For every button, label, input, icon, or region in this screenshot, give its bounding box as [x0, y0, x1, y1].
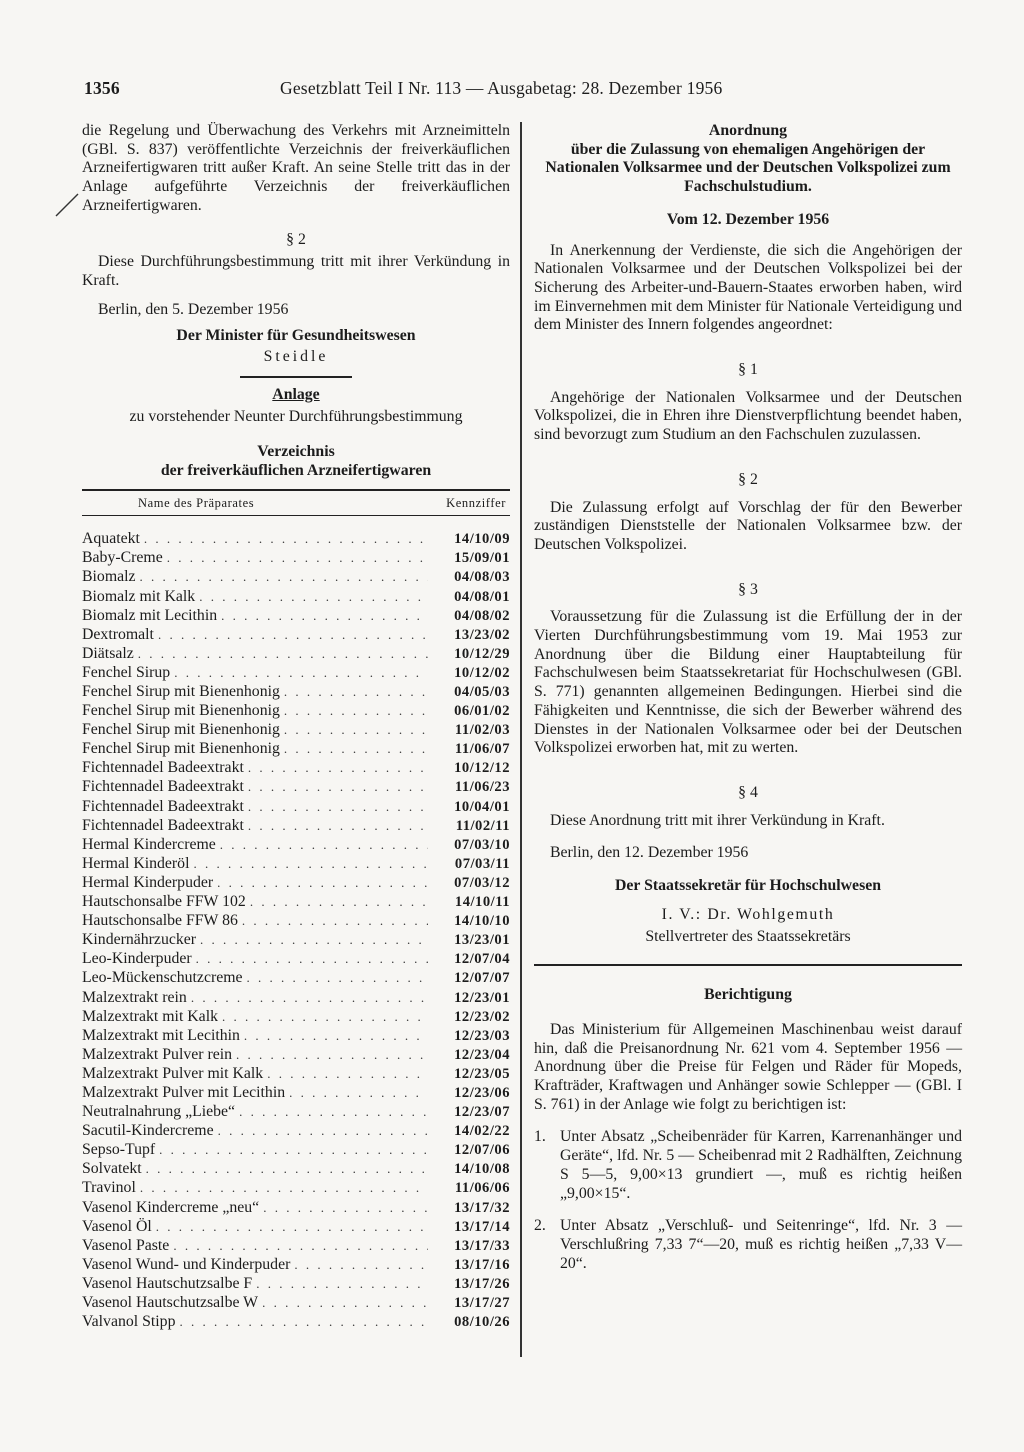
- preparation-name: Malzextrakt Pulver mit Lecithin: [82, 1083, 286, 1101]
- preparation-code: 11/06/07: [454, 741, 510, 758]
- preparation-name: Hermal Kinderöl: [82, 854, 190, 872]
- leader-dots: [221, 607, 428, 626]
- preparation-code: 13/17/27: [454, 1295, 510, 1311]
- leader-dots: [289, 1084, 428, 1103]
- list-item: [82, 664, 510, 683]
- list-item: [82, 1103, 510, 1122]
- list-item: [82, 1218, 510, 1237]
- list-item: [82, 1027, 510, 1046]
- list-subtitle: der freiverkäuflichen Arzneifertigwaren: [160, 461, 432, 479]
- preparation-code: 14/02/22: [454, 1123, 510, 1140]
- list-item: [82, 969, 510, 988]
- leader-dots: [263, 1199, 428, 1218]
- list-item: [82, 721, 510, 740]
- leader-dots: [222, 1008, 428, 1027]
- column-header-name: Name des Präparates: [138, 495, 255, 510]
- preparation-code: 08/10/26: [454, 1314, 510, 1331]
- preparation-name: Hermal Kindercreme: [82, 835, 216, 853]
- preparation-name: Vasenol Kindercreme „neu“: [82, 1198, 260, 1216]
- preparation-name: Leo-Kinderpuder: [82, 950, 192, 968]
- list-item: [82, 626, 510, 645]
- short-rule: [240, 376, 352, 378]
- preparation-name: Fenchel Sirup mit Bienenhonig: [82, 702, 280, 720]
- preparation-code: 13/17/26: [454, 1275, 510, 1292]
- page-header: [84, 78, 964, 99]
- leader-dots: [248, 778, 428, 797]
- preparation-code: 13/23/01: [454, 932, 510, 949]
- list-item: [82, 893, 510, 912]
- leader-dots: [236, 1046, 428, 1065]
- preparation-name: Sacutil-Kindercreme: [82, 1122, 214, 1140]
- list-item: [82, 817, 510, 836]
- correction-item: [534, 1217, 962, 1273]
- item-number: 2.: [534, 1217, 546, 1235]
- leader-dots: [284, 740, 428, 759]
- list-item: [82, 1237, 510, 1256]
- list-item: [82, 912, 510, 931]
- preparation-code: 14/10/11: [454, 894, 510, 911]
- preparation-name: Kindernährzucker: [82, 931, 197, 949]
- preparation-name: Solvatekt: [82, 1160, 142, 1178]
- preparation-name: Fichtennadel Badeextrakt: [82, 778, 244, 796]
- list-item: [82, 740, 510, 759]
- order-date-heading: Vom 12. Dezember 1956: [666, 210, 830, 228]
- list-item: [82, 836, 510, 855]
- leader-dots: [242, 912, 428, 931]
- preparation-name: Neutralnahrung „Liebe“: [82, 1103, 236, 1121]
- preparation-name: Hautschonsalbe FFW 102: [82, 893, 246, 911]
- correction-text: Das Ministerium für Allgemeinen Maschinenbau weist darauf hin, daß die Preisanordnung Nr. 621 vom 4. September 1956 — Anordnung über die Preise für Felgen und Räder für Mopeds, Krafträder, Kraftwagen und Anhänger sowie Schlepper — (GBl. I S. 761) in der Anlage wie folgt zu berichtigen ist:: [534, 1020, 962, 1113]
- preparation-name: Vasenol Öl: [82, 1217, 152, 1235]
- preparation-name: Fenchel Sirup mit Bienenhonig: [82, 721, 280, 739]
- preparation-name: Vasenol Hautschutzsalbe F: [82, 1274, 253, 1292]
- preparation-name: Hautschonsalbe FFW 86: [82, 912, 238, 930]
- preparation-code: 10/12/02: [454, 664, 510, 681]
- list-item: [82, 1275, 510, 1294]
- list-item: [82, 855, 510, 874]
- running-title: Gesetzblatt Teil I Nr. 113 — Ausgabetag: 28. Dezember 1956: [280, 78, 723, 98]
- leader-dots: [193, 855, 428, 874]
- preparation-code: 07/03/11: [454, 855, 510, 872]
- preamble: In Anerkennung der Verdienste, die sich die Angehörigen der Nationalen Volksarmee und der Deutschen Volkspolizei bei der Sicherung des Arbeiter-und-Bauern-Staates erworben haben, wird im Einvernehmen mit dem Minister für Nationale Verteidigung und dem Minister des Innern folgendes angeordnet:: [534, 241, 962, 334]
- leader-dots: [138, 645, 428, 664]
- preparation-code: 10/04/01: [454, 798, 510, 815]
- list-item: [82, 1256, 510, 1275]
- preparation-code: 12/23/05: [454, 1065, 510, 1082]
- minister-name: Steidle: [263, 348, 329, 366]
- leader-dots: [250, 893, 428, 912]
- preparation-name: Vasenol Hautschutzsalbe W: [82, 1294, 259, 1311]
- list-item: [82, 683, 510, 702]
- leader-dots: [144, 530, 428, 549]
- state-secretary-title: Der Staatssekretär für Hochschulwesen: [614, 877, 882, 895]
- preparation-code: 12/23/07: [454, 1104, 510, 1121]
- preparation-name: Biomalz mit Lecithin: [82, 606, 218, 624]
- leader-dots: [199, 588, 428, 607]
- preparation-code: 10/12/12: [454, 760, 510, 777]
- list-item: [82, 1199, 510, 1218]
- leader-dots: [248, 798, 428, 817]
- list-item: [82, 702, 510, 721]
- section-3-heading: § 3: [738, 580, 758, 598]
- leader-dots: [262, 1294, 428, 1313]
- preparation-name: Leo-Mückenschutzcreme: [82, 969, 243, 987]
- preparation-list: [82, 530, 510, 1332]
- order-subject: über die Zulassung von ehemaligen Angehörigen der Nationalen Volksarmee und der Deutschen Volkspolizei zum Fachschulstudium.: [545, 140, 951, 196]
- item-text: Unter Absatz „Scheibenräder für Karren, Karrenanhänger und Geräte“, lfd. Nr. 5 — Scheibenrad mit 2 Radhälften, Zeichnung S 5—5, 9,00×13 grundiert —, muß es richtig heißen „9,00×15“.: [560, 1128, 962, 1202]
- order-title: Anordnung: [708, 122, 788, 139]
- leader-dots: [284, 702, 428, 721]
- preparation-code: 07/03/12: [454, 874, 510, 891]
- leader-dots: [220, 836, 428, 855]
- list-title: Verzeichnis: [257, 443, 335, 461]
- leader-dots: [247, 969, 428, 988]
- preparation-name: Valvanol Stipp: [82, 1313, 176, 1331]
- list-item: [82, 549, 510, 568]
- preparation-code: 13/17/14: [454, 1218, 510, 1235]
- leader-dots: [159, 1141, 428, 1160]
- leader-dots: [158, 626, 428, 645]
- preparation-name: Fenchel Sirup mit Bienenhonig: [82, 683, 280, 700]
- leader-dots: [239, 1103, 428, 1122]
- leader-dots: [140, 568, 428, 587]
- leader-dots: [248, 759, 428, 778]
- preparation-code: 14/10/09: [454, 531, 510, 548]
- preparation-name: Dextromalt: [82, 625, 154, 643]
- preparation-code: 12/07/07: [454, 970, 510, 987]
- preparation-code: 12/23/03: [454, 1027, 510, 1044]
- section-4-heading: § 4: [738, 783, 758, 801]
- table-header: [82, 489, 510, 517]
- annex-subtitle: zu vorstehender Neunter Durchführungsbestimmung: [129, 408, 463, 426]
- preparation-name: Fenchel Sirup: [82, 663, 171, 681]
- list-item: [82, 1141, 510, 1160]
- section-4-text: Diese Anordnung tritt mit ihrer Verkündung in Kraft.: [550, 811, 885, 829]
- leader-dots: [256, 1275, 428, 1294]
- margin-pen-mark: [52, 190, 82, 220]
- list-item: [82, 530, 510, 549]
- preparation-name: Aquatekt: [82, 530, 140, 548]
- preparation-name: Malzextrakt mit Lecithin: [82, 1026, 240, 1044]
- left-column: [82, 122, 510, 1332]
- preparation-name: Fichtennadel Badeextrakt: [82, 759, 244, 777]
- left-date-line: Berlin, den 5. Dezember 1956: [98, 300, 289, 318]
- correction-list: [534, 1128, 962, 1273]
- preparation-name: Diätsalz: [82, 644, 134, 662]
- list-item: [82, 1046, 510, 1065]
- list-item: [82, 1065, 510, 1084]
- section-3-text: Voraussetzung für die Zulassung ist die Erfüllung der in der Vierten Durchführungsbestimmung vom 19. Mai 1953 zur Anordnung über die Bildung einer Hauptabteilung für Fachschulwesen beim Staatssekretariat für Hochschulwesen (GBl. S. 771) genannten allgemeinen Bedingungen. Hierbei sind die Fähigkeiten und Kenntnisse, die sich der Bewerber während des Dienstes in der Nationalen Volksarmee oder bei der Deutschen Volkspolizei erworben hat, mit zu werten.: [534, 608, 962, 757]
- section-2-text-right: Die Zulassung erfolgt auf Vorschlag der für den Bewerber zuständigen Dienststelle der Nationalen Volksarmee bzw. der Deutschen Volkspolizei.: [534, 498, 962, 553]
- preparation-code: 11/02/03: [454, 722, 510, 739]
- preparation-code: 11/06/06: [454, 1180, 510, 1197]
- list-item: [82, 874, 510, 893]
- item-text: Unter Absatz „Verschluß- und Seitenringe“, lfd. Nr. 3 — Verschlußring 7,33 7“—20, muß es richtig heißen „7,33 V—20“.: [560, 1217, 962, 1272]
- leader-dots: [218, 1122, 428, 1141]
- preparation-code: 06/01/02: [454, 703, 510, 720]
- list-item: [82, 588, 510, 607]
- preparation-code: 15/09/01: [454, 550, 510, 567]
- preparation-code: 11/06/23: [454, 779, 510, 796]
- preparation-name: Malzextrakt mit Kalk: [82, 1007, 218, 1025]
- preparation-name: Fichtennadel Badeextrakt: [82, 797, 244, 815]
- list-item: [82, 568, 510, 587]
- section-1-heading: § 1: [738, 361, 758, 379]
- state-secretary-role: Stellvertreter des Staatssekretärs: [645, 927, 851, 945]
- section-2-text: Diese Durchführungsbestimmung tritt mit ihrer Verkündung in Kraft.: [82, 253, 510, 289]
- leader-dots: [284, 721, 428, 740]
- leader-dots: [179, 1313, 428, 1332]
- leader-dots: [167, 549, 428, 568]
- preparation-name: Vasenol Paste: [82, 1236, 170, 1254]
- leader-dots: [196, 950, 428, 969]
- preparation-code: 12/07/06: [454, 1142, 510, 1159]
- preparation-name: Baby-Creme: [82, 549, 163, 567]
- preparation-code: 10/12/29: [454, 645, 510, 662]
- preparation-code: 04/08/03: [454, 569, 510, 586]
- preparation-code: 14/10/10: [454, 913, 510, 930]
- section-2-heading: § 2: [286, 230, 306, 248]
- list-item: [82, 1294, 510, 1313]
- list-item: [82, 759, 510, 778]
- section-2-heading-right: § 2: [738, 470, 758, 488]
- list-item: [82, 1313, 510, 1332]
- right-date-line: Berlin, den 12. Dezember 1956: [550, 844, 749, 862]
- preparation-code: 12/07/04: [454, 951, 510, 968]
- column-header-code: Kennziffer: [446, 495, 506, 510]
- intro-paragraph: die Regelung und Überwachung des Verkehrs mit Arzneimitteln (GBl. S. 837) veröffentlichte Verzeichnis der freiverkäuflichen Arzneifertigwaren tritt außer Kraft. An seine Stelle tritt das in der Anlage aufgeführte Verzeichnis der freiverkäuflichen Arzneifertigwaren.: [82, 122, 510, 214]
- list-item: [82, 931, 510, 950]
- leader-dots: [217, 874, 428, 893]
- list-item: [82, 1179, 510, 1198]
- preparation-code: 13/17/16: [454, 1256, 510, 1273]
- correction-item: [534, 1128, 962, 1203]
- preparation-name: Biomalz: [82, 568, 136, 586]
- leader-dots: [173, 1237, 428, 1256]
- leader-dots: [294, 1256, 428, 1275]
- preparation-name: Malzextrakt Pulver mit Kalk: [82, 1064, 264, 1082]
- preparation-code: 12/23/04: [454, 1046, 510, 1063]
- list-item: [82, 607, 510, 626]
- leader-dots: [200, 931, 428, 950]
- preparation-code: 13/17/33: [454, 1237, 510, 1254]
- preparation-code: 11/02/11: [455, 817, 510, 834]
- leader-dots: [284, 683, 428, 702]
- leader-dots: [174, 664, 428, 683]
- item-number: 1.: [534, 1128, 546, 1146]
- preparation-code: 13/17/32: [454, 1199, 510, 1216]
- list-item: [82, 798, 510, 817]
- preparation-name: Malzextrakt Pulver rein: [82, 1045, 233, 1063]
- preparation-code: 12/23/06: [454, 1084, 510, 1101]
- preparation-code: 14/10/08: [454, 1161, 510, 1178]
- preparation-name: Vasenol Wund- und Kinderpuder: [82, 1255, 291, 1273]
- preparation-code: 04/08/02: [454, 607, 510, 624]
- correction-title: Berichtigung: [704, 986, 792, 1004]
- preparation-code: 07/03/10: [454, 836, 510, 853]
- list-item: [82, 989, 510, 1008]
- list-item: [82, 645, 510, 664]
- leader-dots: [248, 817, 428, 836]
- column-divider: [520, 122, 522, 1357]
- preparation-code: 13/23/02: [454, 626, 510, 643]
- preparation-name: Hermal Kinderpuder: [82, 873, 214, 891]
- list-item: [82, 778, 510, 797]
- list-item: [82, 950, 510, 969]
- list-item: [82, 1008, 510, 1027]
- preparation-code: 12/23/02: [454, 1008, 510, 1025]
- list-item: [82, 1084, 510, 1103]
- preparation-code: 04/05/03: [454, 684, 510, 700]
- page-number: 1356: [84, 78, 120, 98]
- preparation-name: Biomalz mit Kalk: [82, 587, 196, 605]
- section-rule: [534, 964, 962, 966]
- annex-title: Anlage: [272, 385, 320, 403]
- preparation-code: 12/23/01: [454, 989, 510, 1006]
- preparation-name: Sepso-Tupf: [82, 1141, 156, 1159]
- list-item: [82, 1122, 510, 1141]
- leader-dots: [267, 1065, 428, 1084]
- leader-dots: [191, 989, 428, 1008]
- leader-dots: [146, 1160, 428, 1179]
- list-item: [82, 1160, 510, 1179]
- preparation-name: Fichtennadel Badeextrakt: [82, 816, 244, 834]
- minister-title: Der Minister für Gesundheitswesen: [176, 327, 416, 345]
- preparation-name: Malzextrakt rein: [82, 988, 187, 1006]
- section-1-text: Angehörige der Nationalen Volksarmee und der Deutschen Volkspolizei, die in Ehren ihre Dienstverpflichtung beendet haben, sind bevorzugt zum Studium an den Fachschulen zuzulassen.: [534, 388, 962, 444]
- right-column: [534, 122, 962, 1273]
- leader-dots: [244, 1027, 428, 1046]
- preparation-code: 04/08/01: [454, 588, 510, 605]
- leader-dots: [156, 1218, 428, 1237]
- state-secretary-name: I. V.: Dr. Wohlgemuth: [661, 905, 835, 923]
- preparation-name: Fenchel Sirup mit Bienenhonig: [82, 740, 280, 758]
- leader-dots: [140, 1179, 428, 1198]
- preparation-name: Travinol: [82, 1179, 136, 1197]
